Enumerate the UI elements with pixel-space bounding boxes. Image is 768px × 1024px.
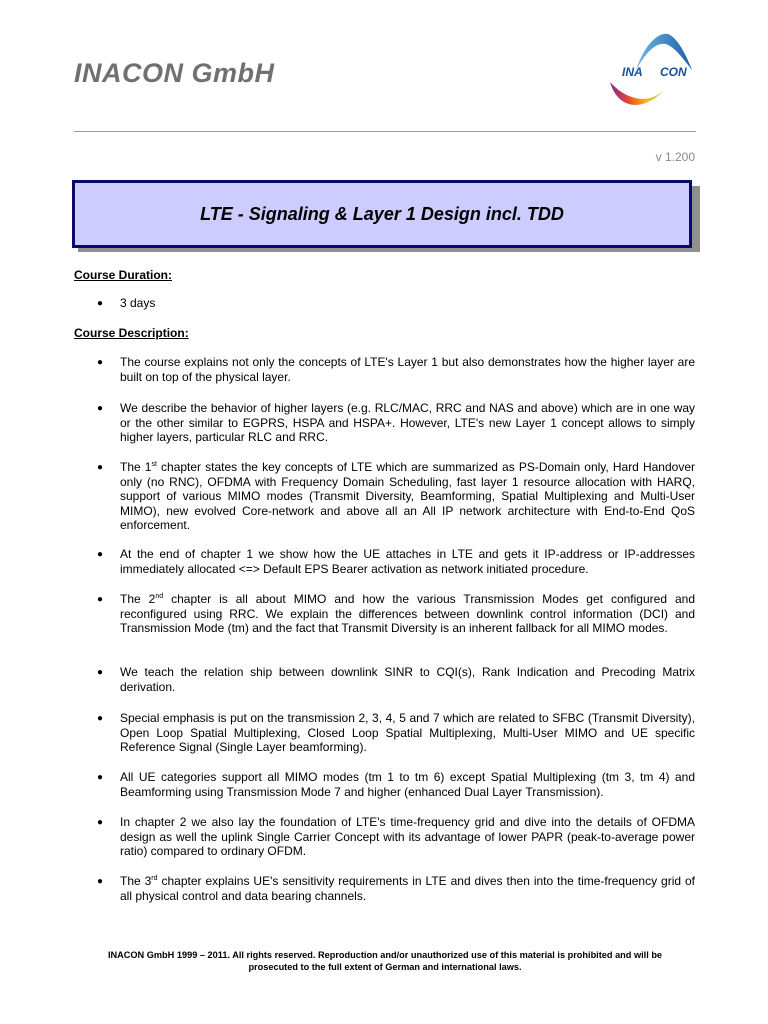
bullet-icon: ● xyxy=(97,667,104,678)
company-name: INACON GmbH xyxy=(74,58,275,88)
description-item xyxy=(120,711,695,755)
version-label: v 1.200 xyxy=(655,150,695,164)
description-text: Special emphasis is put on the transmission 2, 3, 4, 5 and 7 which are related to SFBC (Transmit Diversity), Open Loop Spatial Multiplexing, Closed Loop Spatial Multiplexing, Multi-User MIMO and UE specific Reference Signal (Single Layer beamforming). xyxy=(120,711,695,754)
description-text: chapter states the key concepts of LTE which are summarized as PS-Domain only, Hard Handover only (no RNC), OFDMA with Frequency Domain Scheduling, fast layer 1 resource allocation with HARQ, support of various MIMO modes (Transmit Diversity, Beamforming, Spatial Multiplexing and Multi-User MIMO), new evolved Core-network and above all an All IP network architecture with End-to-End QoS enforcement. xyxy=(120,460,695,532)
bullet-icon: ● xyxy=(97,462,104,473)
description-text: All UE categories support all MIMO modes (tm 1 to tm 6) except Spatial Multiplexing (tm 3, tm 4) and Beamforming using Transmission Mode 7 and higher (enhanced Dual Layer Transmission). xyxy=(120,770,695,799)
description-item xyxy=(120,547,695,576)
description-item xyxy=(120,665,695,694)
footer xyxy=(74,949,696,973)
description-text: In chapter 2 we also lay the foundation of LTE's time-frequency grid and dive into the details of OFDMA design as well the uplink Single Carrier Concept with its advantage of lower PAPR (peak-to-average power ratio) compared to ordinary OFDM. xyxy=(120,815,695,858)
inacon-logo xyxy=(606,30,700,110)
description-text: chapter explains UE's sensitivity requirements in LTE and dives then into the time-frequency grid of all physical control and data bearing channels. xyxy=(120,874,695,903)
course-description-heading: Course Description: xyxy=(74,326,189,340)
ordinal-suffix: nd xyxy=(155,593,164,600)
document-title: LTE - Signaling & Layer 1 Design incl. TDD xyxy=(200,203,564,224)
bullet-icon: ● xyxy=(97,403,104,414)
description-text: The 3 xyxy=(120,874,152,888)
svg-text:INA: INA xyxy=(622,65,643,79)
footer-line-1: INACON GmbH 1999 – 2011. All rights reserved. Reproduction and/or unauthorized use of this material is prohibited and will be xyxy=(107,950,663,960)
description-text: The course explains not only the concepts of LTE's Layer 1 but also demonstrates how the higher layer are built on top of the physical layer. xyxy=(120,355,695,384)
description-text: We describe the behavior of higher layers (e.g. RLC/MAC, RRC and NAS and above) which are in one way or the other similar to EGPRS, HSPA and HSPA+. However, LTE's new Layer 1 concept allows to simply higher layers, particular RLC and RRC. xyxy=(120,401,695,444)
description-item xyxy=(120,355,695,384)
description-item xyxy=(120,815,695,859)
footer-line-2: prosecuted to the full extent of German and international laws. xyxy=(248,962,522,972)
ordinal-suffix: rd xyxy=(151,875,158,882)
description-text: chapter is all about MIMO and how the various Transmission Modes get configured and reconfigured using RRC. We explain the differences between downlink control information (DCI) and Transmission Mode (tm) and the fact that Transmit Diversity is an inherent fallback for all MIMO modes. xyxy=(120,592,695,635)
bullet-icon: ● xyxy=(97,357,104,368)
description-item xyxy=(120,874,695,903)
description-item xyxy=(120,770,695,799)
bullet-icon: ● xyxy=(97,298,104,309)
duration-item: 3 days xyxy=(120,296,156,310)
header-divider xyxy=(74,131,696,132)
bullet-icon: ● xyxy=(97,594,104,605)
description-item xyxy=(120,460,695,533)
title-box xyxy=(72,180,692,248)
description-item xyxy=(120,592,695,636)
svg-text:CON: CON xyxy=(660,65,687,79)
bullet-icon: ● xyxy=(97,549,104,560)
ordinal-suffix: st xyxy=(151,461,157,468)
bullet-icon: ● xyxy=(97,876,104,887)
description-text: The 2 xyxy=(120,592,156,606)
bullet-icon: ● xyxy=(97,772,104,783)
description-text: We teach the relation ship between downlink SINR to CQI(s), Rank Indication and Precoding Matrix derivation. xyxy=(120,665,695,694)
description-text: The 1 xyxy=(120,460,152,474)
description-text: At the end of chapter 1 we show how the UE attaches in LTE and gets it IP-address or IP-addresses immediately allocated <=> Default EPS Bearer activation as network initiated procedure. xyxy=(120,547,695,576)
description-item xyxy=(120,401,695,445)
bullet-icon: ● xyxy=(97,713,104,724)
bullet-icon: ● xyxy=(97,817,104,828)
course-duration-heading: Course Duration: xyxy=(74,268,173,282)
